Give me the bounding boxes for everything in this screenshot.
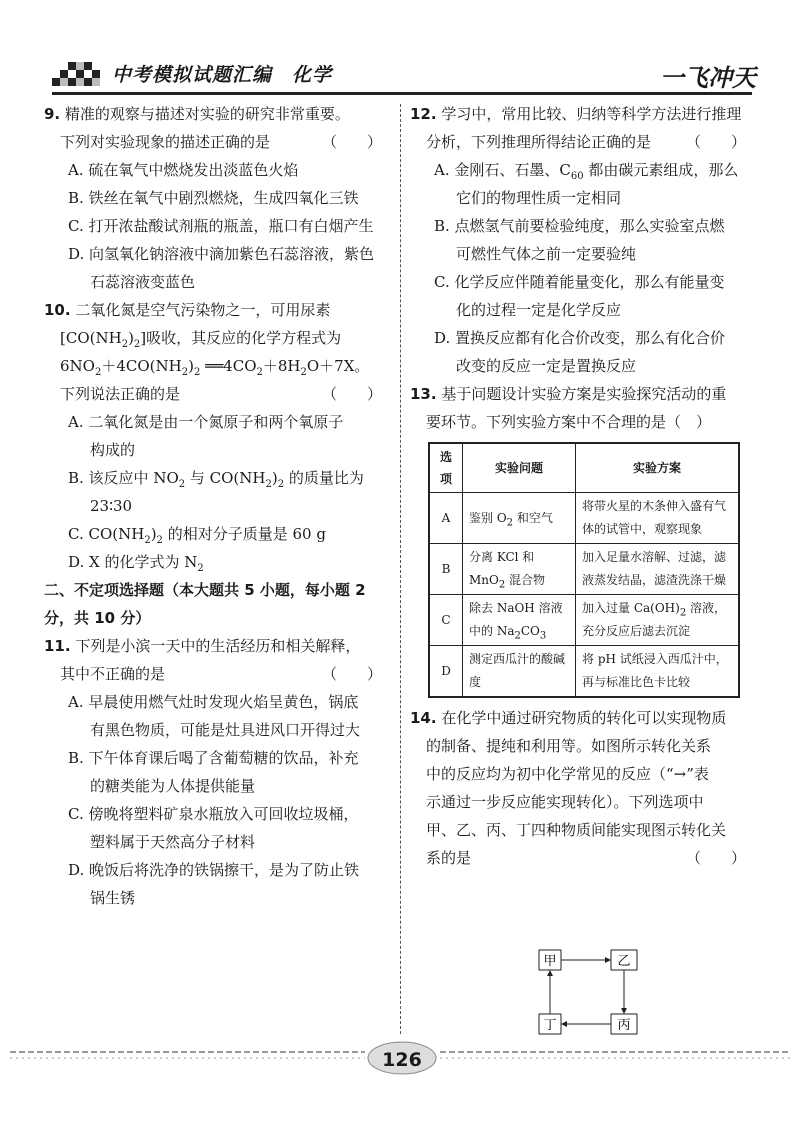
- brand-logo-text: 一飞冲天: [660, 64, 756, 92]
- q11-option-a: A. 早晨使用燃气灶时发现火焰呈黄色，锅底: [68, 693, 359, 711]
- answer-paren: （ ）: [685, 133, 746, 151]
- q11-stem: 11. 下列是小滨一天中的生活经历和相关解释，: [44, 637, 361, 655]
- q9-option-d-cont: 石蕊溶液变蓝色: [90, 273, 196, 291]
- left-column: 9. 精准的观察与描述对实验的研究非常重要。 下列对实验现象的描述正确的是 （ ） A. 硫在氧气中燃烧发出淡蓝色火焰 B. 铁丝在氧气中剧烈燃烧，生成四氧化三铁 C. 打开浓盐酸试剂瓶的瓶盖，瓶口有白烟产生 D. 向氢氧化钠溶液中滴加紫色石蕊溶液，紫色 石蕊溶液变蓝色 10. 二氧化氮是空气污染物之一，可用尿素 $[CO(NH_2)_2]$吸收，其反应的化学方程式为 $6NO_2+4CO(NH_2)_2$ $══4CO_2+8H_2O+7X$。 下列说法正确的是 （ ） A. 二氧化氮是由一个氮原子和两个氧原子 构成的 B. 该反应中 $NO_2$ 与 $CO(NH_2)_2$ 的质量比为 23∶30 C. $CO(NH_2)_2$ 的相对分子质量是 60 g D. X 的化学式为 $N_2$ 二、不定项选择题（本大题共 5 小题，每小题 2 分，共 10 分） 11. 下列是小滨一天中的生活经历和相关解释， 其中不正确的是 （ ） A. 早晨使用燃气灶时发现火焰呈黄色，锅底 有黑色物质，可能是灶具进风口开得过大 B. 下午体育课后喝了含葡萄糖的饮品，补充 的糖类能为人体提供能量 C. 傍晚将塑料矿泉水瓶放入可回收垃圾桶， 塑料属于天然高分子材料 D. 晚饭后将洗净的铁锅擦干，是为了防止铁 锅生锈: [44, 100, 392, 912]
- q10-stem: 10. 二氧化氮是空气污染物之一，可用尿素: [44, 301, 331, 319]
- table-row: D 测定西瓜汁的酸碱度 将 pH 试纸浸入西瓜汁中，再与标准比色卡比较: [429, 646, 739, 698]
- q12-option-b: B. 点燃氢气前要检验纯度，那么实验室点燃: [434, 217, 725, 235]
- series-title: 中考模拟试题汇编 化学: [112, 64, 333, 86]
- q10-formula-line: $[CO(NH_2)_2]$吸收，其反应的化学方程式为: [60, 329, 342, 350]
- answer-paren: （ ）: [321, 665, 382, 683]
- q12-option-a: A. 金刚石、石墨、$C_{60}$ 都由碳元素组成，那么: [434, 161, 739, 182]
- header-rule: [52, 92, 752, 95]
- answer-paren: （ ）: [321, 385, 382, 403]
- q11-option-d: D. 晚饭后将洗净的铁锅擦干，是为了防止铁: [68, 861, 360, 879]
- right-column: 12. 学习中，常用比较、归纳等科学方法进行推理 分析，下列推理所得结论正确的是 （ ） A. 金刚石、石墨、$C_{60}$ 都由碳元素组成，那么 它们的物理性质一定相同 B. 点燃氢气前要检验纯度，那么实验室点燃 可燃性气体之前一定要验纯 C. 化学反应伴随着能量变化，那么有能量变 化的过程一定是化学反应 D. 置换反应都有化合价改变，那么有化合价 改变的反应一定是置换反应 13. 基于问题设计实验方案是实验探究活动的重 要环节。下列实验方案中不合理的是（ ） 选项 实验问题 实验方案 A 鉴别 $O_2$ 和空气 将带火星的木条伸入盛有气体的试管中，观察现象 B 分离 KCl 和 MnO$_2$ 混合物 加入足量水溶解、过滤，滤液蒸发结晶，滤渣洗涤干燥 C 除去 NaOH 溶液中的 $Na_2CO_3$ 加入过量 $Ca(OH)_2$ 溶液，充分反应后滤去沉淀 D 测定西瓜汁的酸碱度 将 pH 试纸浸入西瓜汁中，再与标准比色卡比较 14. 在化学中通过研究物质的转化可以实现物质 的制备、提纯和利用等。如图所示转化关系 中的反应均为初中化学常见的反应（“→”表 示通过一步反应能实现转化）。下列选项中 甲、乙、丙、丁四种物质间能实现图示转化关 系的是 （ ）: [410, 100, 756, 872]
- q12-option-d: D. 置换反应都有化合价改变，那么有化合价: [434, 329, 726, 347]
- q9-option-c: C. 打开浓盐酸试剂瓶的瓶盖，瓶口有白烟产生: [68, 217, 374, 235]
- q11-option-c: C. 傍晚将塑料矿泉水瓶放入可回收垃圾桶，: [68, 805, 359, 823]
- answer-paren: （ ）: [685, 849, 746, 867]
- table-header-row: 选项 实验问题 实验方案: [429, 443, 739, 493]
- table-row: B 分离 KCl 和 MnO$_2$ 混合物 加入足量水溶解、过滤，滤液蒸发结晶，滤渣洗涤干燥: [429, 544, 739, 595]
- q10-equation: $6NO_2+4CO(NH_2)_2$ $══4CO_2+8H_2O+7X$。: [60, 357, 370, 378]
- q11-option-b: B. 下午体育课后喝了含葡萄糖的饮品，补充: [68, 749, 359, 767]
- transformation-diagram: [538, 948, 638, 1038]
- q14-stem: 14. 在化学中通过研究物质的转化可以实现物质: [410, 709, 727, 727]
- label-jia: 甲: [543, 954, 557, 969]
- q13-table: [428, 442, 740, 698]
- label-bing: 丙: [617, 1018, 631, 1033]
- answer-paren: （ ）: [321, 133, 382, 151]
- table-row: C 除去 NaOH 溶液中的 $Na_2CO_3$ 加入过量 $Ca(OH)_2$ 溶液，充分反应后滤去沉淀: [429, 595, 739, 646]
- column-divider: [400, 104, 401, 1034]
- label-ding: 丁: [543, 1018, 557, 1033]
- q9-option-a: A. 硫在氧气中燃烧发出淡蓝色火焰: [68, 161, 299, 179]
- q13-stem: 13. 基于问题设计实验方案是实验探究活动的重: [410, 385, 727, 403]
- q10-option-b: B. 该反应中 $NO_2$ 与 $CO(NH_2)_2$ 的质量比为: [68, 469, 364, 490]
- page-header: [0, 0, 800, 96]
- q9-stem: 9. 精准的观察与描述对实验的研究非常重要。: [44, 105, 350, 123]
- q12-stem: 12. 学习中，常用比较、归纳等科学方法进行推理: [410, 105, 742, 123]
- q9-option-d: D. 向氢氧化钠溶液中滴加紫色石蕊溶液，紫色: [68, 245, 375, 263]
- section-heading: 二、不定项选择题（本大题共 5 小题，每小题 2: [44, 581, 366, 599]
- q10-option-c: C. $CO(NH_2)_2$ 的相对分子质量是 60 g: [68, 525, 326, 546]
- q9-option-b: B. 铁丝在氧气中剧烈燃烧，生成四氧化三铁: [68, 189, 359, 207]
- page-number: 126: [382, 1049, 422, 1071]
- q10-option-a: A. 二氧化氮是由一个氮原子和两个氧原子: [68, 413, 344, 431]
- q12-option-c: C. 化学反应伴随着能量变化，那么有能量变: [434, 273, 725, 291]
- q10-option-d: D. X 的化学式为 $N_2$: [68, 553, 204, 574]
- checkerboard-logo-icon: [52, 58, 104, 90]
- label-yi: 乙: [617, 954, 631, 969]
- table-row: A 鉴别 $O_2$ 和空气 将带火星的木条伸入盛有气体的试管中，观察现象: [429, 493, 739, 544]
